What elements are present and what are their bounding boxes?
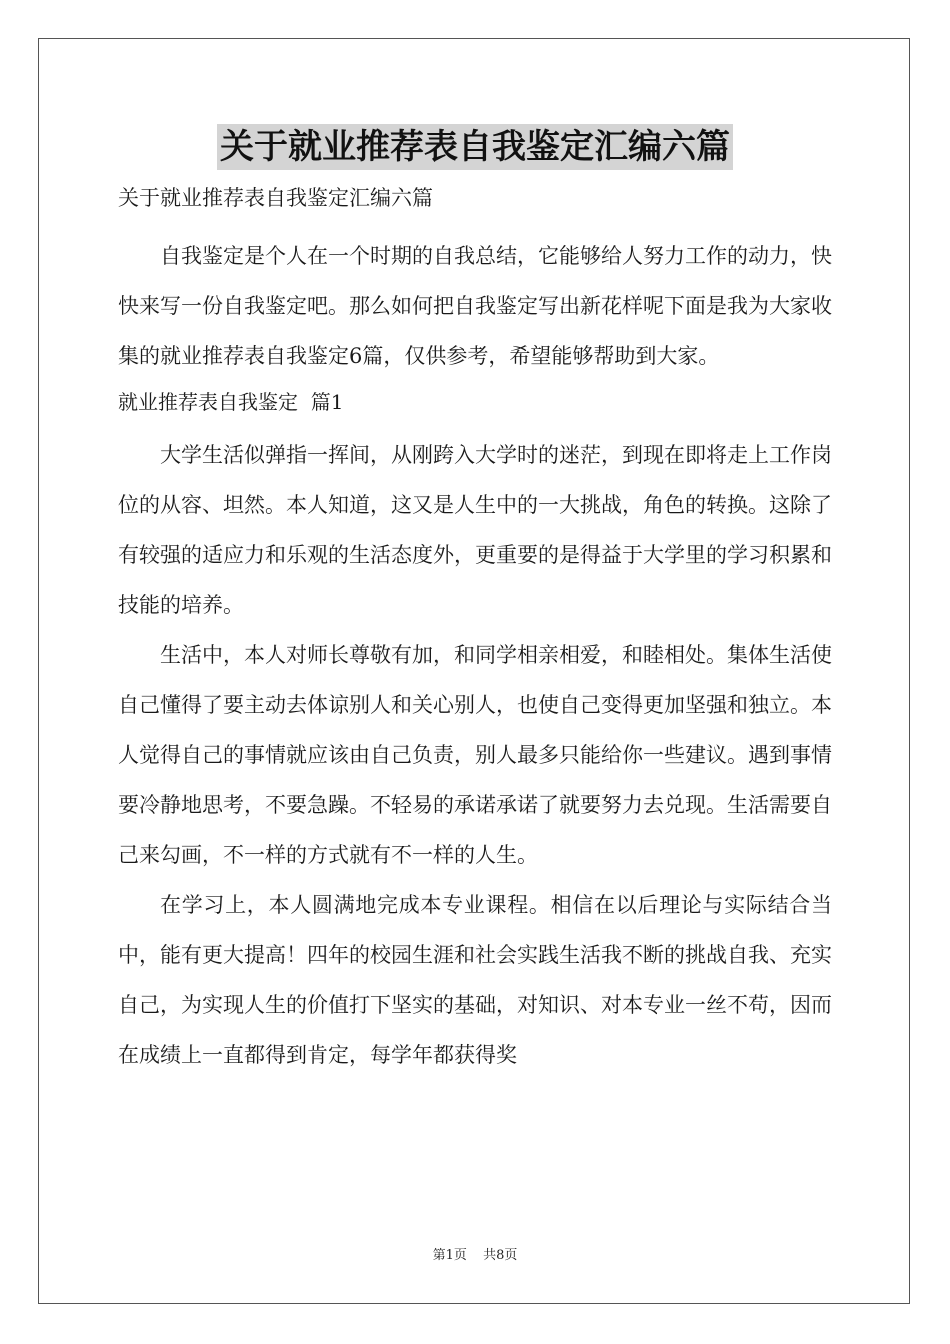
document-subtitle: 关于就业推荐表自我鉴定汇编六篇 bbox=[118, 186, 433, 210]
body-paragraph-2: 生活中，本人对师长尊敬有加，和同学相亲相爱，和睦相处。集体生活使自己懂得了要主动去体谅别人和关心别人，也使自己变得更加坚强和独立。本人觉得自己的事情就应该由自己负责，别人最多只能给你一些建议。遇到事情要冷静地思考，不要急躁。不轻易的承诺承诺了就要努力去兑现。生活需要自己来勾画，不一样的方式就有不一样的人生。 bbox=[118, 643, 832, 867]
body-paragraph-1: 大学生活似弹指一挥间，从刚跨入大学时的迷茫，到现在即将走上工作岗位的从容、坦然。本人知道，这又是人生中的一大挑战，角色的转换。这除了有较强的适应力和乐观的生活态度外，更重要的是得益于大学里的学习积累和技能的培养。 bbox=[118, 443, 832, 617]
page-total: 共8页 bbox=[483, 1248, 518, 1263]
document-body bbox=[118, 181, 832, 1080]
page-footer bbox=[0, 1244, 950, 1263]
page-number: 第1页 bbox=[432, 1248, 467, 1263]
section-heading: 就业推荐表自我鉴定 篇1 bbox=[118, 390, 344, 414]
body-paragraph-3: 在学习上，本人圆满地完成本专业课程。相信在以后理论与实际结合当中，能有更大提高！四年的校园生涯和社会实践生活我不断的挑战自我、充实自己，为实现人生的价值打下坚实的基础，对知识、对本专业一丝不苟，因而在成绩上一直都得到肯定，每学年都获得奖 bbox=[118, 893, 832, 1067]
document-title-wrapper bbox=[0, 124, 950, 170]
document-title: 关于就业推荐表自我鉴定汇编六篇 bbox=[217, 124, 733, 170]
intro-paragraph: 自我鉴定是个人在一个时期的自我总结，它能够给人努力工作的动力，快快来写一份自我鉴定吧。那么如何把自我鉴定写出新花样呢下面是我为大家收集的就业推荐表自我鉴定6篇，仅供参考，希望能够帮助到大家。 bbox=[118, 244, 832, 368]
